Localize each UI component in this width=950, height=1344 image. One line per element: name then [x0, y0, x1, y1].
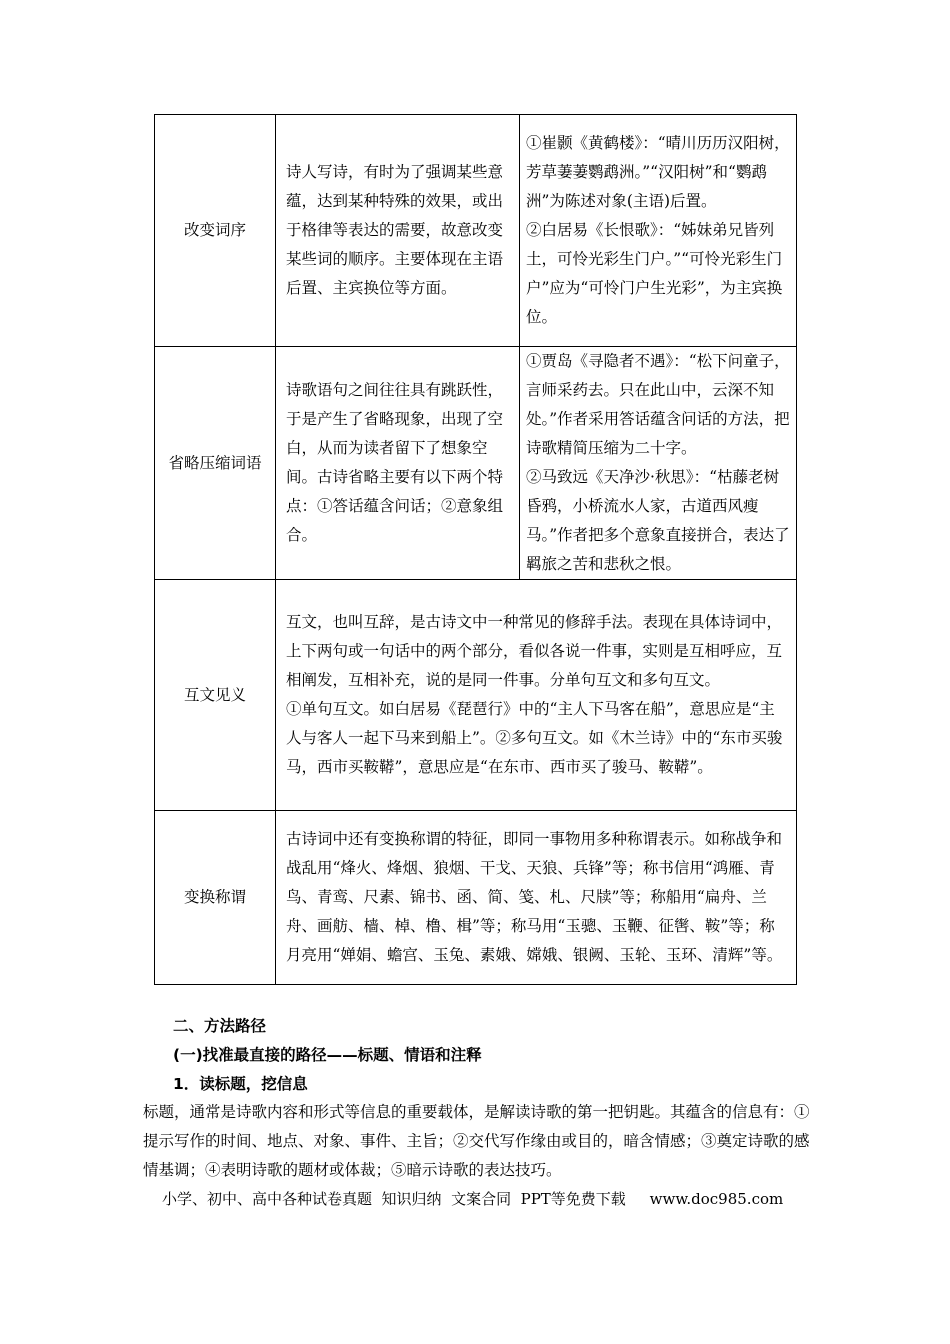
example-text: ①崔颢《黄鹤楼》：“晴川历历汉阳树，芳草萋萋鹦鹉洲。”“汉阳树”和“鹦鹉洲”为陈述对象(主语)后置。: [526, 134, 790, 210]
example-text: ②马致远《天净沙·秋思》：“枯藤老树昏鸦，小桥流水人家，古道西风瘦马。”作者把多个意象直接拼合，表达了羁旅之苦和悲秋之恨。: [526, 468, 790, 573]
footer-banner: 小学、初中、高中各种试卷真题 知识归纳 文案合同 PPT等免费下载 www.doc985.com: [162, 1190, 784, 1208]
description-text: 诗歌语句之间往往具有跳跃性，于是产生了省略现象，出现了空白，从而为读者留下了想象空间。古诗省略主要有以下两个特点：①答话蕴含问话；②意象组合。: [286, 381, 504, 544]
content-text: 互文，也叫互辞，是古诗文中一种常见的修辞手法。表现在具体诗词中，上下两句或一句话中的两个部分，看似各说一件事，实则是互相呼应，互相阐发，互相补充，说的是同一件事。分单句互文和多句互文。: [286, 613, 783, 689]
item-heading: 1．读标题，挖信息: [173, 1075, 308, 1093]
example-text: ②白居易《长恨歌》：“姊妹弟兄皆列土，可怜光彩生门户。”“可怜光彩生门户”应为“可怜门户生光彩”，为主宾换位。: [526, 221, 783, 326]
description-text: 诗人写诗，有时为了强调某些意蕴，达到某种特殊的效果，或出于格律等表达的需要，故意改变某些词的顺序。主要体现在主语后置、主宾换位等方面。: [286, 163, 504, 297]
row-content: [276, 811, 797, 985]
content-text: ①单句互文。如白居易《琵琶行》中的“主人下马客在船”，意思应是“主人与客人一起下马来到船上”。②多句互文。如《木兰诗》中的“东市买骏马，西市买鞍鞯”，意思应是“在东市、西市买了骏马、鞍鞯”。: [286, 700, 783, 776]
rhetoric-table: [154, 114, 797, 985]
row-examples: [520, 115, 797, 347]
table-row: [155, 347, 797, 580]
table-row: [155, 115, 797, 347]
content-text: 古诗词中还有变换称谓的特征，即同一事物用多种称谓表示。如称战争和战乱用“烽火、烽烟、狼烟、干戈、天狼、兵锋”等；称书信用“鸿雁、青鸟、青鸾、尺素、锦书、函、简、笺、札、尺牍”等；称船用“扁舟、兰舟、画舫、樯、棹、橹、楫”等；称马用“玉骢、玉鞭、征辔、鞍”等；称月亮用“婵娟、蟾宫、玉兔、素娥、嫦娥、银阙、玉轮、玉环、清辉”等。: [286, 830, 783, 964]
row-content: [276, 580, 797, 811]
row-label: 改变词序: [155, 115, 276, 347]
body-paragraph: 标题，通常是诗歌内容和形式等信息的重要载体，是解读诗歌的第一把钥匙。其蕴含的信息有：①提示写作的时间、地点、对象、事件、主旨；②交代写作缘由或目的，暗含情感；③奠定诗歌的感情基调；④表明诗歌的题材或体裁；⑤暗示诗歌的表达技巧。: [143, 1103, 810, 1179]
example-text: ①贾岛《寻隐者不遇》：“松下问童子，言师采药去。只在此山中，云深不知处。”作者采用答话蕴含问话的方法，把诗歌精简压缩为二十字。: [526, 352, 790, 457]
table-row: [155, 580, 797, 811]
row-label: 省略压缩词语: [155, 347, 276, 580]
row-label: 互文见义: [155, 580, 276, 811]
row-description: [276, 115, 520, 347]
section-heading: 二、方法路径: [173, 1017, 267, 1035]
row-examples: [520, 347, 797, 580]
table-row: [155, 811, 797, 985]
row-label: 变换称谓: [155, 811, 276, 985]
subsection-heading: (一)找准最直接的路径——标题、情语和注释: [173, 1046, 482, 1064]
row-description: [276, 347, 520, 580]
